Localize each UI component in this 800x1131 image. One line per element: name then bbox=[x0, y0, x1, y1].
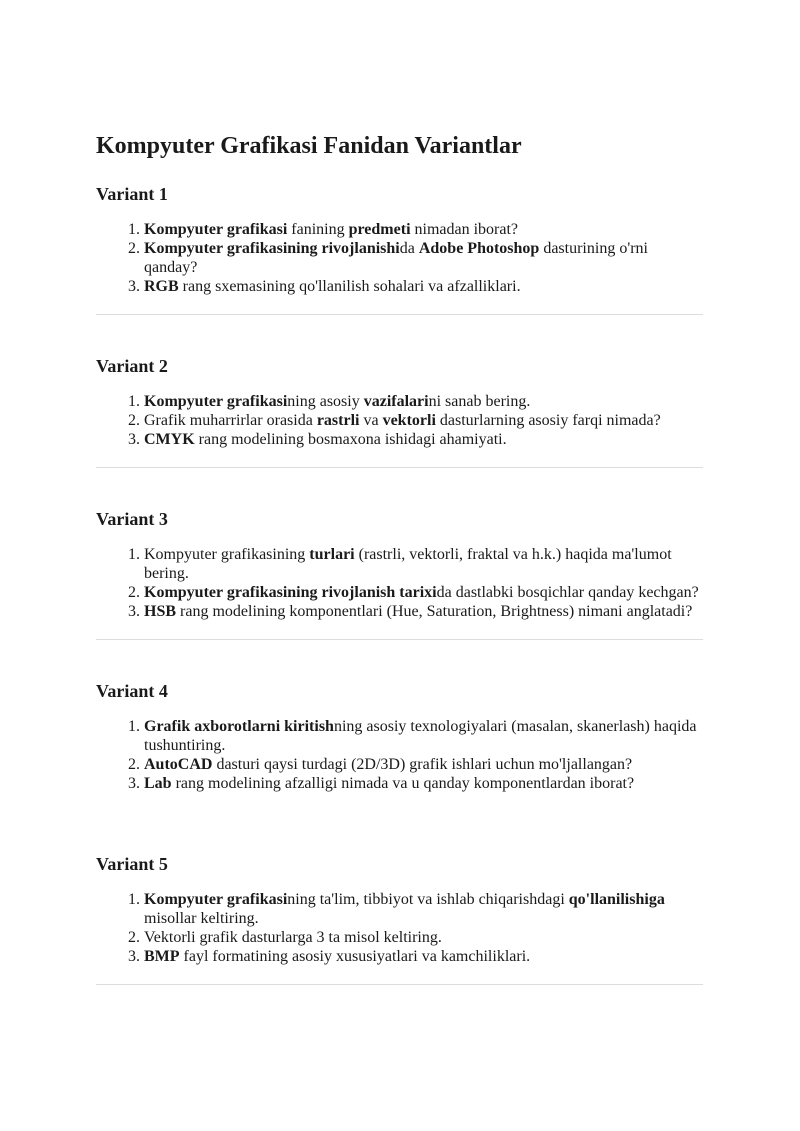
question-item bbox=[144, 890, 703, 928]
question-item bbox=[144, 947, 703, 966]
section-divider bbox=[96, 314, 703, 315]
variant-heading: Variant 1 bbox=[96, 184, 168, 204]
question-text: dasturi qaysi turdagi (2D/3D) grafik ishlari uchun mo'ljallangan? bbox=[212, 756, 633, 773]
section-divider bbox=[96, 467, 703, 468]
question-list bbox=[96, 220, 703, 296]
question-list bbox=[96, 545, 703, 621]
variant-heading: Variant 3 bbox=[96, 509, 168, 529]
question-text-bold: Kompyuter grafikasining rivojlanish tarixi bbox=[144, 584, 437, 601]
variant-section bbox=[96, 355, 703, 468]
question-text-bold: RGB bbox=[144, 278, 179, 295]
question-list bbox=[96, 717, 703, 793]
variant-section bbox=[96, 508, 703, 640]
question-item bbox=[144, 774, 703, 793]
question-item bbox=[144, 239, 703, 277]
variant-section bbox=[96, 853, 703, 985]
question-text: misollar keltiring. bbox=[144, 910, 259, 927]
variant-heading: Variant 4 bbox=[96, 681, 168, 701]
question-item bbox=[144, 411, 703, 430]
question-text: da dastlabki bosqichlar qanday kechgan? bbox=[436, 584, 699, 601]
question-text: da bbox=[399, 240, 419, 257]
question-item bbox=[144, 755, 703, 774]
question-item bbox=[144, 602, 703, 621]
question-text: rang sxemasining qo'llanilish sohalari va afzalliklari. bbox=[178, 278, 521, 295]
question-text: ning ta'lim, tibbiyot va ishlab chiqarishdagi bbox=[287, 891, 569, 908]
question-item bbox=[144, 545, 703, 583]
question-text: dasturlarning asosiy farqi nimada? bbox=[435, 412, 661, 429]
question-item bbox=[144, 430, 703, 449]
question-text: ni sanab bering. bbox=[428, 393, 531, 410]
section-divider bbox=[96, 639, 703, 640]
question-text-bold: rastrli bbox=[316, 412, 360, 429]
question-text-bold: HSB bbox=[144, 603, 177, 620]
section-divider bbox=[96, 984, 703, 985]
question-text: (rastrli, vektorli, fraktal va h.k.) haqida ma'lumot bering. bbox=[144, 546, 672, 582]
question-item bbox=[144, 392, 703, 411]
question-text: rang modelining komponentlari (Hue, Saturation, Brightness) nimani anglatadi? bbox=[176, 603, 693, 620]
question-text-bold: Kompyuter grafikasi bbox=[144, 221, 288, 238]
question-text-bold: Kompyuter grafikasining rivojlanishi bbox=[144, 240, 400, 257]
question-text-bold: vazifalari bbox=[363, 393, 429, 410]
question-text-bold: Kompyuter grafikasi bbox=[144, 891, 288, 908]
question-text-bold: BMP bbox=[144, 948, 180, 965]
question-item bbox=[144, 928, 703, 947]
question-text: rang modelining afzalligi nimada va u qanday komponentlardan iborat? bbox=[171, 775, 635, 792]
question-text: Grafik muharrirlar orasida bbox=[144, 412, 317, 429]
question-text-bold: Adobe Photoshop bbox=[418, 240, 540, 257]
question-text-bold: Lab bbox=[144, 775, 172, 792]
question-text: ning asosiy texnologiyalari (masalan, skanerlash) haqida tushuntiring. bbox=[144, 718, 697, 754]
variant-heading: Variant 5 bbox=[96, 854, 168, 874]
question-item bbox=[144, 583, 703, 602]
sections-container bbox=[96, 183, 703, 985]
question-text: fayl formatining asosiy xususiyatlari va kamchiliklari. bbox=[179, 948, 531, 965]
question-text-bold: predmeti bbox=[348, 221, 411, 238]
question-text-bold: AutoCAD bbox=[144, 756, 213, 773]
question-text: ning asosiy bbox=[287, 393, 364, 410]
question-text-bold: qo'llanilishiga bbox=[568, 891, 665, 908]
question-text: nimadan iborat? bbox=[410, 221, 519, 238]
question-text-bold: Grafik axborotlarni kiritish bbox=[144, 718, 334, 735]
variant-section bbox=[96, 680, 703, 813]
question-list bbox=[96, 890, 703, 966]
question-text: Kompyuter grafikasining bbox=[144, 546, 310, 563]
question-text-bold: CMYK bbox=[144, 431, 195, 448]
question-text-bold: turlari bbox=[309, 546, 355, 563]
question-item bbox=[144, 220, 703, 239]
question-text-bold: vektorli bbox=[382, 412, 436, 429]
question-list bbox=[96, 392, 703, 449]
page-title: Kompyuter Grafikasi Fanidan Variantlar bbox=[96, 133, 522, 159]
question-text: fanining bbox=[287, 221, 349, 238]
question-item bbox=[144, 277, 703, 296]
question-text-bold: Kompyuter grafikasi bbox=[144, 393, 288, 410]
question-item bbox=[144, 717, 703, 755]
variant-heading: Variant 2 bbox=[96, 356, 168, 376]
question-text: dasturining o'rni qanday? bbox=[144, 240, 648, 276]
question-text: Vektorli grafik dasturlarga 3 ta misol keltiring. bbox=[144, 929, 442, 946]
variant-section bbox=[96, 183, 703, 315]
question-text: rang modelining bosmaxona ishidagi ahamiyati. bbox=[194, 431, 507, 448]
question-text: va bbox=[359, 412, 383, 429]
